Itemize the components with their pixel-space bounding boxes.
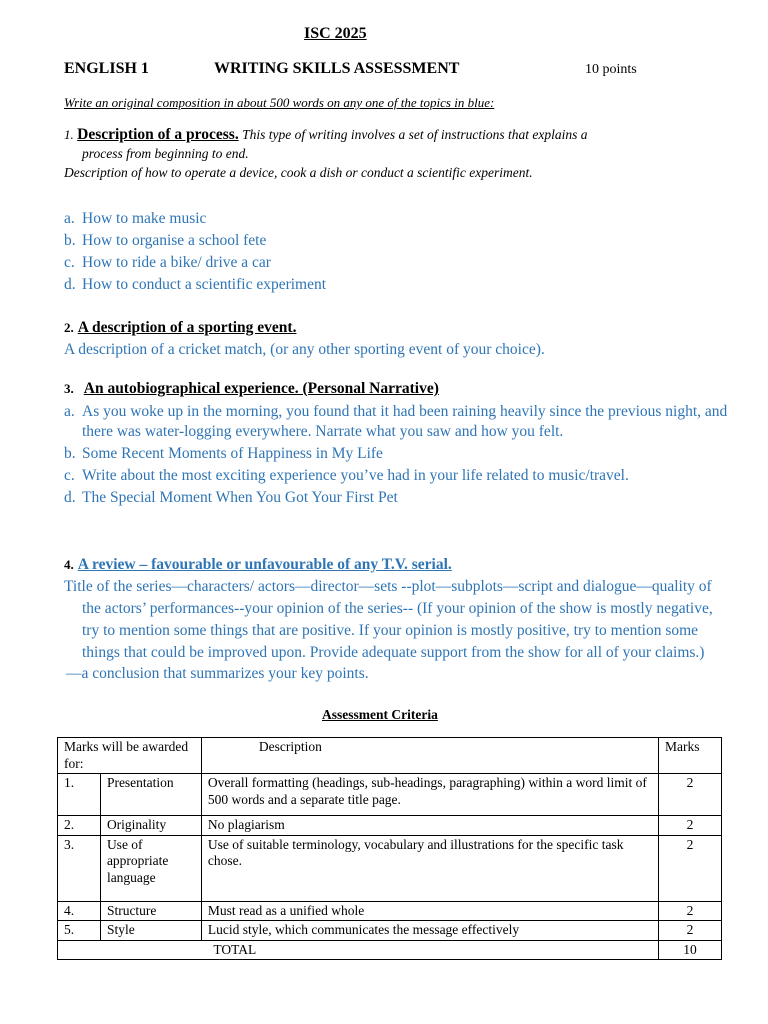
topic-1-heading: Description of a process. <box>77 126 239 143</box>
topic-4-heading: A review – favourable or unfavourable of any T.V. serial. <box>77 556 452 573</box>
topic-4-number: 4. <box>64 557 74 572</box>
table-row: 2. Originality No plagiarism 2 <box>58 816 722 836</box>
total-label: TOTAL <box>201 940 658 960</box>
topic-3-number: 3. <box>64 381 74 396</box>
table-total-row <box>58 940 722 960</box>
topic-1-description-cont: process from beginning to end. <box>82 146 249 161</box>
topic-4-conclusion: —a conclusion that summarizes your key points. <box>66 665 369 682</box>
exam-title: ISC 2025 <box>304 25 367 42</box>
topic-2-heading: A description of a sporting event. <box>77 319 297 336</box>
list-item: a. As you woke up in the morning, you found that it had been raining heavily since the previous night, and there was water-logging everywhere. Narrate what you saw and how you felt. <box>64 403 728 440</box>
topic-2 <box>64 317 729 361</box>
topic-1-list <box>64 208 729 296</box>
header-marks: Marks <box>659 738 722 774</box>
course-name: ENGLISH 1 <box>64 60 149 77</box>
list-item: c. How to ride a bike/ drive a car <box>64 254 271 271</box>
criteria-title: Assessment Criteria <box>322 707 438 722</box>
topic-1-description: This type of writing involves a set of instructions that explains a <box>242 127 588 142</box>
instruction-text: Write an original composition in about 500 words on any one of the topics in blue: <box>64 95 495 110</box>
header-awarded: Marks will be awarded for: <box>58 738 202 774</box>
topic-4 <box>64 554 729 684</box>
list-item: d. The Special Moment When You Got Your First Pet <box>64 489 398 506</box>
list-item: d. How to conduct a scientific experiment <box>64 276 327 293</box>
assessment-title: WRITING SKILLS ASSESSMENT <box>214 60 460 77</box>
table-row: 1. Presentation Overall formatting (headings, sub-headings, paragraphing) within a word limit of 500 words and a separate title page. 2 <box>58 774 722 816</box>
criteria-table <box>57 737 722 960</box>
table-row: 4. Structure Must read as a unified whole 2 <box>58 901 722 921</box>
topic-3 <box>64 380 729 398</box>
points-label: 10 points <box>585 62 637 77</box>
total-marks: 10 <box>659 940 722 960</box>
header-description: Description <box>201 738 658 774</box>
table-row: 3. Use of appropriate language Use of suitable terminology, vocabulary and illustrations for the specific task chose. 2 <box>58 835 722 901</box>
topic-3-list <box>64 402 729 508</box>
list-item: b. How to organise a school fete <box>64 232 267 249</box>
list-item: a. How to make music <box>64 210 207 227</box>
topic-1 <box>64 125 729 182</box>
table-row: 5. Style Lucid style, which communicates the message effectively 2 <box>58 921 722 941</box>
list-item: c. Write about the most exciting experience you’ve had in your life related to music/travel. <box>64 467 629 484</box>
topic-3-heading: An autobiographical experience. (Personal Narrative) <box>83 380 439 397</box>
topic-1-number: 1. <box>64 127 74 142</box>
topic-1-examples: Description of how to operate a device, cook a dish or conduct a scientific experiment. <box>64 165 533 180</box>
topic-2-number: 2. <box>64 320 74 335</box>
topic-4-description: Title of the series—characters/ actors—director—sets --plot—subplots—script and dialogue—quality of the actors’ performances--your opinion of the series-- (If your opinion of the show is mostly negative, try to mention some things that are positive. If your opinion is mostly positive, try to mention some things that could be improved upon. Provide adequate support from the show for all of your claims.) <box>64 578 713 661</box>
topic-2-description: A description of a cricket match, (or any other sporting event of your choice). <box>64 341 545 358</box>
list-item: b. Some Recent Moments of Happiness in My Life <box>64 445 383 462</box>
table-header-row <box>58 738 722 774</box>
